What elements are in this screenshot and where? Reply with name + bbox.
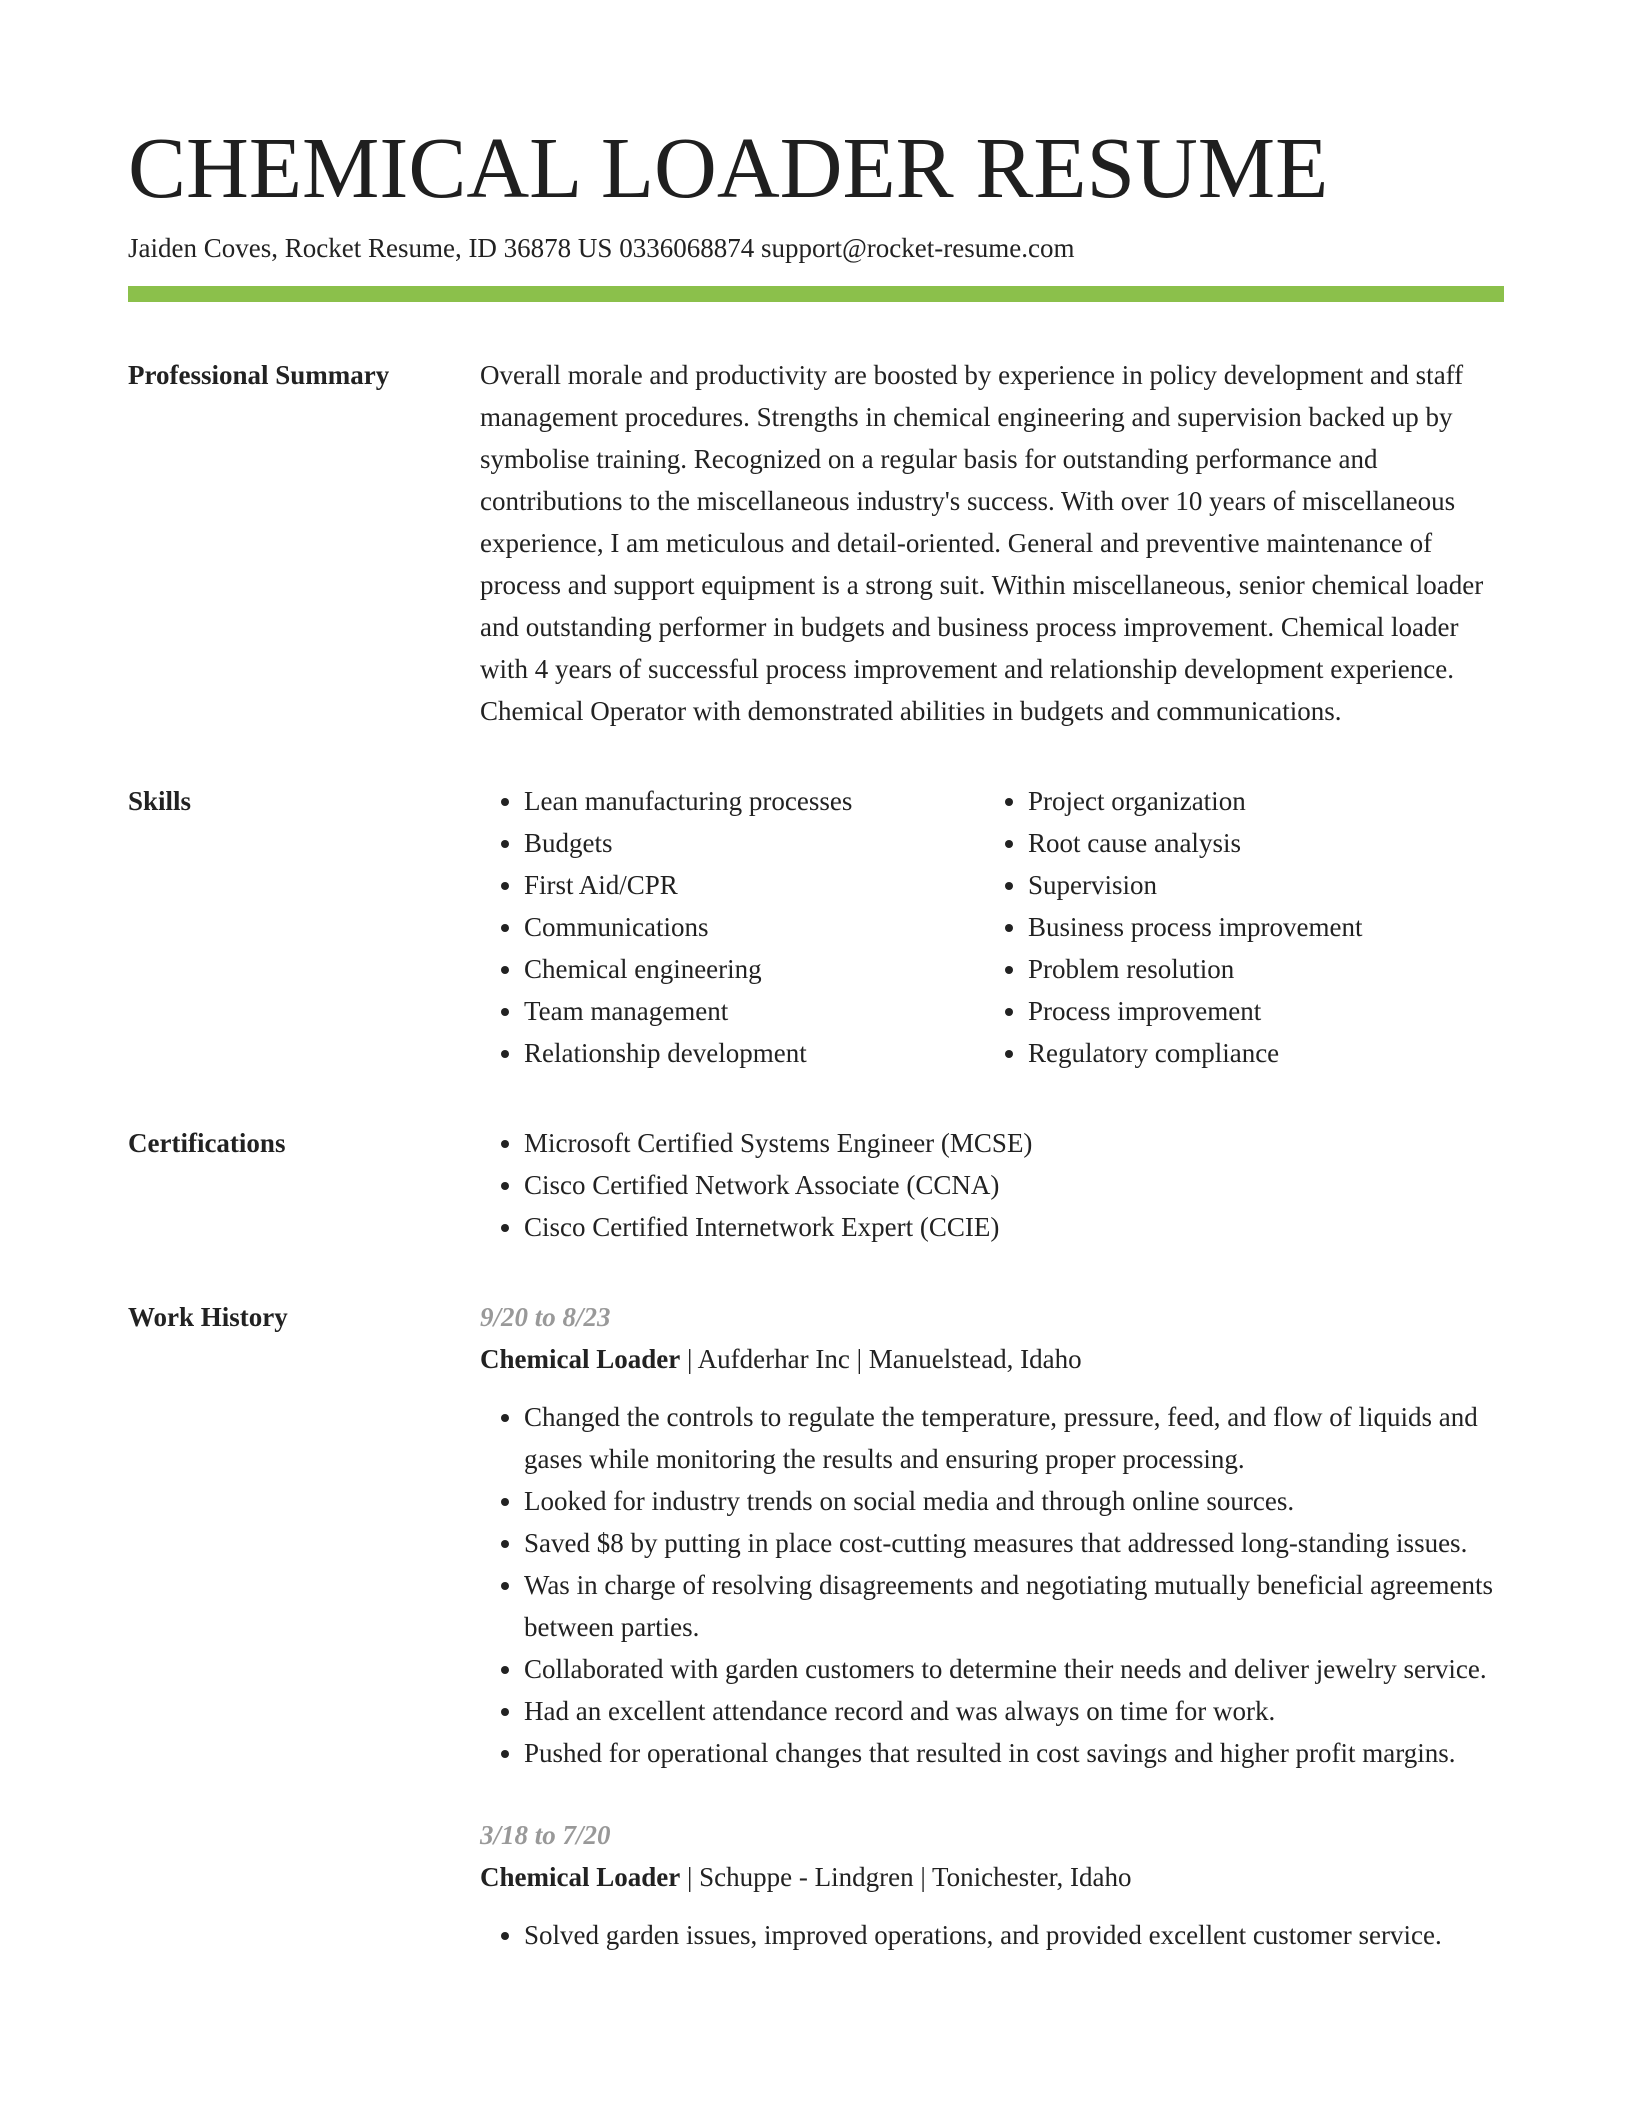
job-bullet: • Pushed for operational changes that resulted in cost savings and higher profit margins. — [524, 1732, 1504, 1774]
skill-item: • Supervision — [1028, 864, 1488, 906]
work-history-section — [128, 1296, 1504, 1956]
skill-item: • Process improvement — [1028, 990, 1488, 1032]
skill-item: • Regulatory compliance — [1028, 1032, 1488, 1074]
summary-body — [480, 354, 1504, 732]
job-bullet: • Had an excellent attendance record and was always on time for work. — [524, 1690, 1504, 1732]
skill-item: • Project organization — [1028, 780, 1488, 822]
skills-label: Skills — [128, 786, 192, 816]
skill-item: • Root cause analysis — [1028, 822, 1488, 864]
skill-item: • Team management — [524, 990, 984, 1032]
certification-item: • Cisco Certified Network Associate (CCNA) — [524, 1164, 1504, 1206]
skills-list-right — [984, 780, 1488, 1074]
job-entry — [480, 1814, 1504, 1956]
certifications-label: Certifications — [128, 1128, 286, 1158]
job-bullet: • Was in charge of resolving disagreements and negotiating mutually beneficial agreements between parties. — [524, 1564, 1504, 1648]
certifications-list — [480, 1122, 1504, 1248]
job-details: | Schuppe - Lindgren | Tonichester, Idaho — [680, 1862, 1132, 1892]
skill-item: • Budgets — [524, 822, 984, 864]
header-divider — [128, 286, 1504, 302]
skill-item: • Relationship development — [524, 1032, 984, 1074]
summary-text: Overall morale and productivity are boosted by experience in policy development and staff management procedures. Strengths in chemical engineering and supervision backed up by symbolise training. Recognized on a regular basis for outstanding performance and contributions to the miscellaneous industry's success. With over 10 years of miscellaneous experience, I am meticulous and detail-oriented. General and preventive maintenance of process and support equipment is a strong suit. Within miscellaneous, senior chemical loader and outstanding performer in budgets and business process improvement. Chemical loader with 4 years of successful process improvement and relationship development experience. Chemical Operator with demonstrated abilities in budgets and communications. — [480, 360, 1484, 726]
job-title: Chemical Loader — [480, 1862, 681, 1892]
summary-section — [128, 354, 1504, 732]
skill-item: • Communications — [524, 906, 984, 948]
skills-section — [128, 780, 1504, 1074]
resume-page — [128, 118, 1504, 1956]
skill-item: • Business process improvement — [1028, 906, 1488, 948]
job-bullet: • Solved garden issues, improved operations, and provided excellent customer service. — [524, 1914, 1504, 1956]
contact-line: Jaiden Coves, Rocket Resume, ID 36878 US 0336068874 support@rocket-resume.com — [128, 233, 1075, 263]
job-entry — [480, 1296, 1504, 1774]
summary-label: Professional Summary — [128, 360, 390, 390]
job-dates: 3/18 to 7/20 — [480, 1820, 611, 1850]
job-bullets — [480, 1396, 1504, 1774]
skills-body — [480, 780, 1504, 1074]
job-bullet: • Saved $8 by putting in place cost-cutting measures that addressed long-standing issues. — [524, 1522, 1504, 1564]
certification-item: • Cisco Certified Internetwork Expert (CCIE) — [524, 1206, 1504, 1248]
job-heading — [480, 1338, 1504, 1380]
skills-list-left — [480, 780, 984, 1074]
skill-item: • Problem resolution — [1028, 948, 1488, 990]
skill-item: • Lean manufacturing processes — [524, 780, 984, 822]
job-details: | Aufderhar Inc | Manuelstead, Idaho — [680, 1344, 1082, 1374]
certification-item: • Microsoft Certified Systems Engineer (MCSE) — [524, 1122, 1504, 1164]
resume-title: CHEMICAL LOADER RESUME — [128, 119, 1329, 216]
skill-item: • Chemical engineering — [524, 948, 984, 990]
work-history-label: Work History — [128, 1302, 288, 1332]
job-bullets — [480, 1914, 1504, 1956]
certifications-section — [128, 1122, 1504, 1248]
job-bullet: • Collaborated with garden customers to determine their needs and deliver jewelry service. — [524, 1648, 1504, 1690]
skill-item: • First Aid/CPR — [524, 864, 984, 906]
job-bullet: • Changed the controls to regulate the temperature, pressure, feed, and flow of liquids and gases while monitoring the results and ensuring proper processing. — [524, 1396, 1504, 1480]
work-history-body — [480, 1296, 1504, 1956]
job-dates: 9/20 to 8/23 — [480, 1302, 611, 1332]
job-bullet: • Looked for industry trends on social media and through online sources. — [524, 1480, 1504, 1522]
job-heading — [480, 1856, 1504, 1898]
job-title: Chemical Loader — [480, 1344, 681, 1374]
certifications-body — [480, 1122, 1504, 1248]
